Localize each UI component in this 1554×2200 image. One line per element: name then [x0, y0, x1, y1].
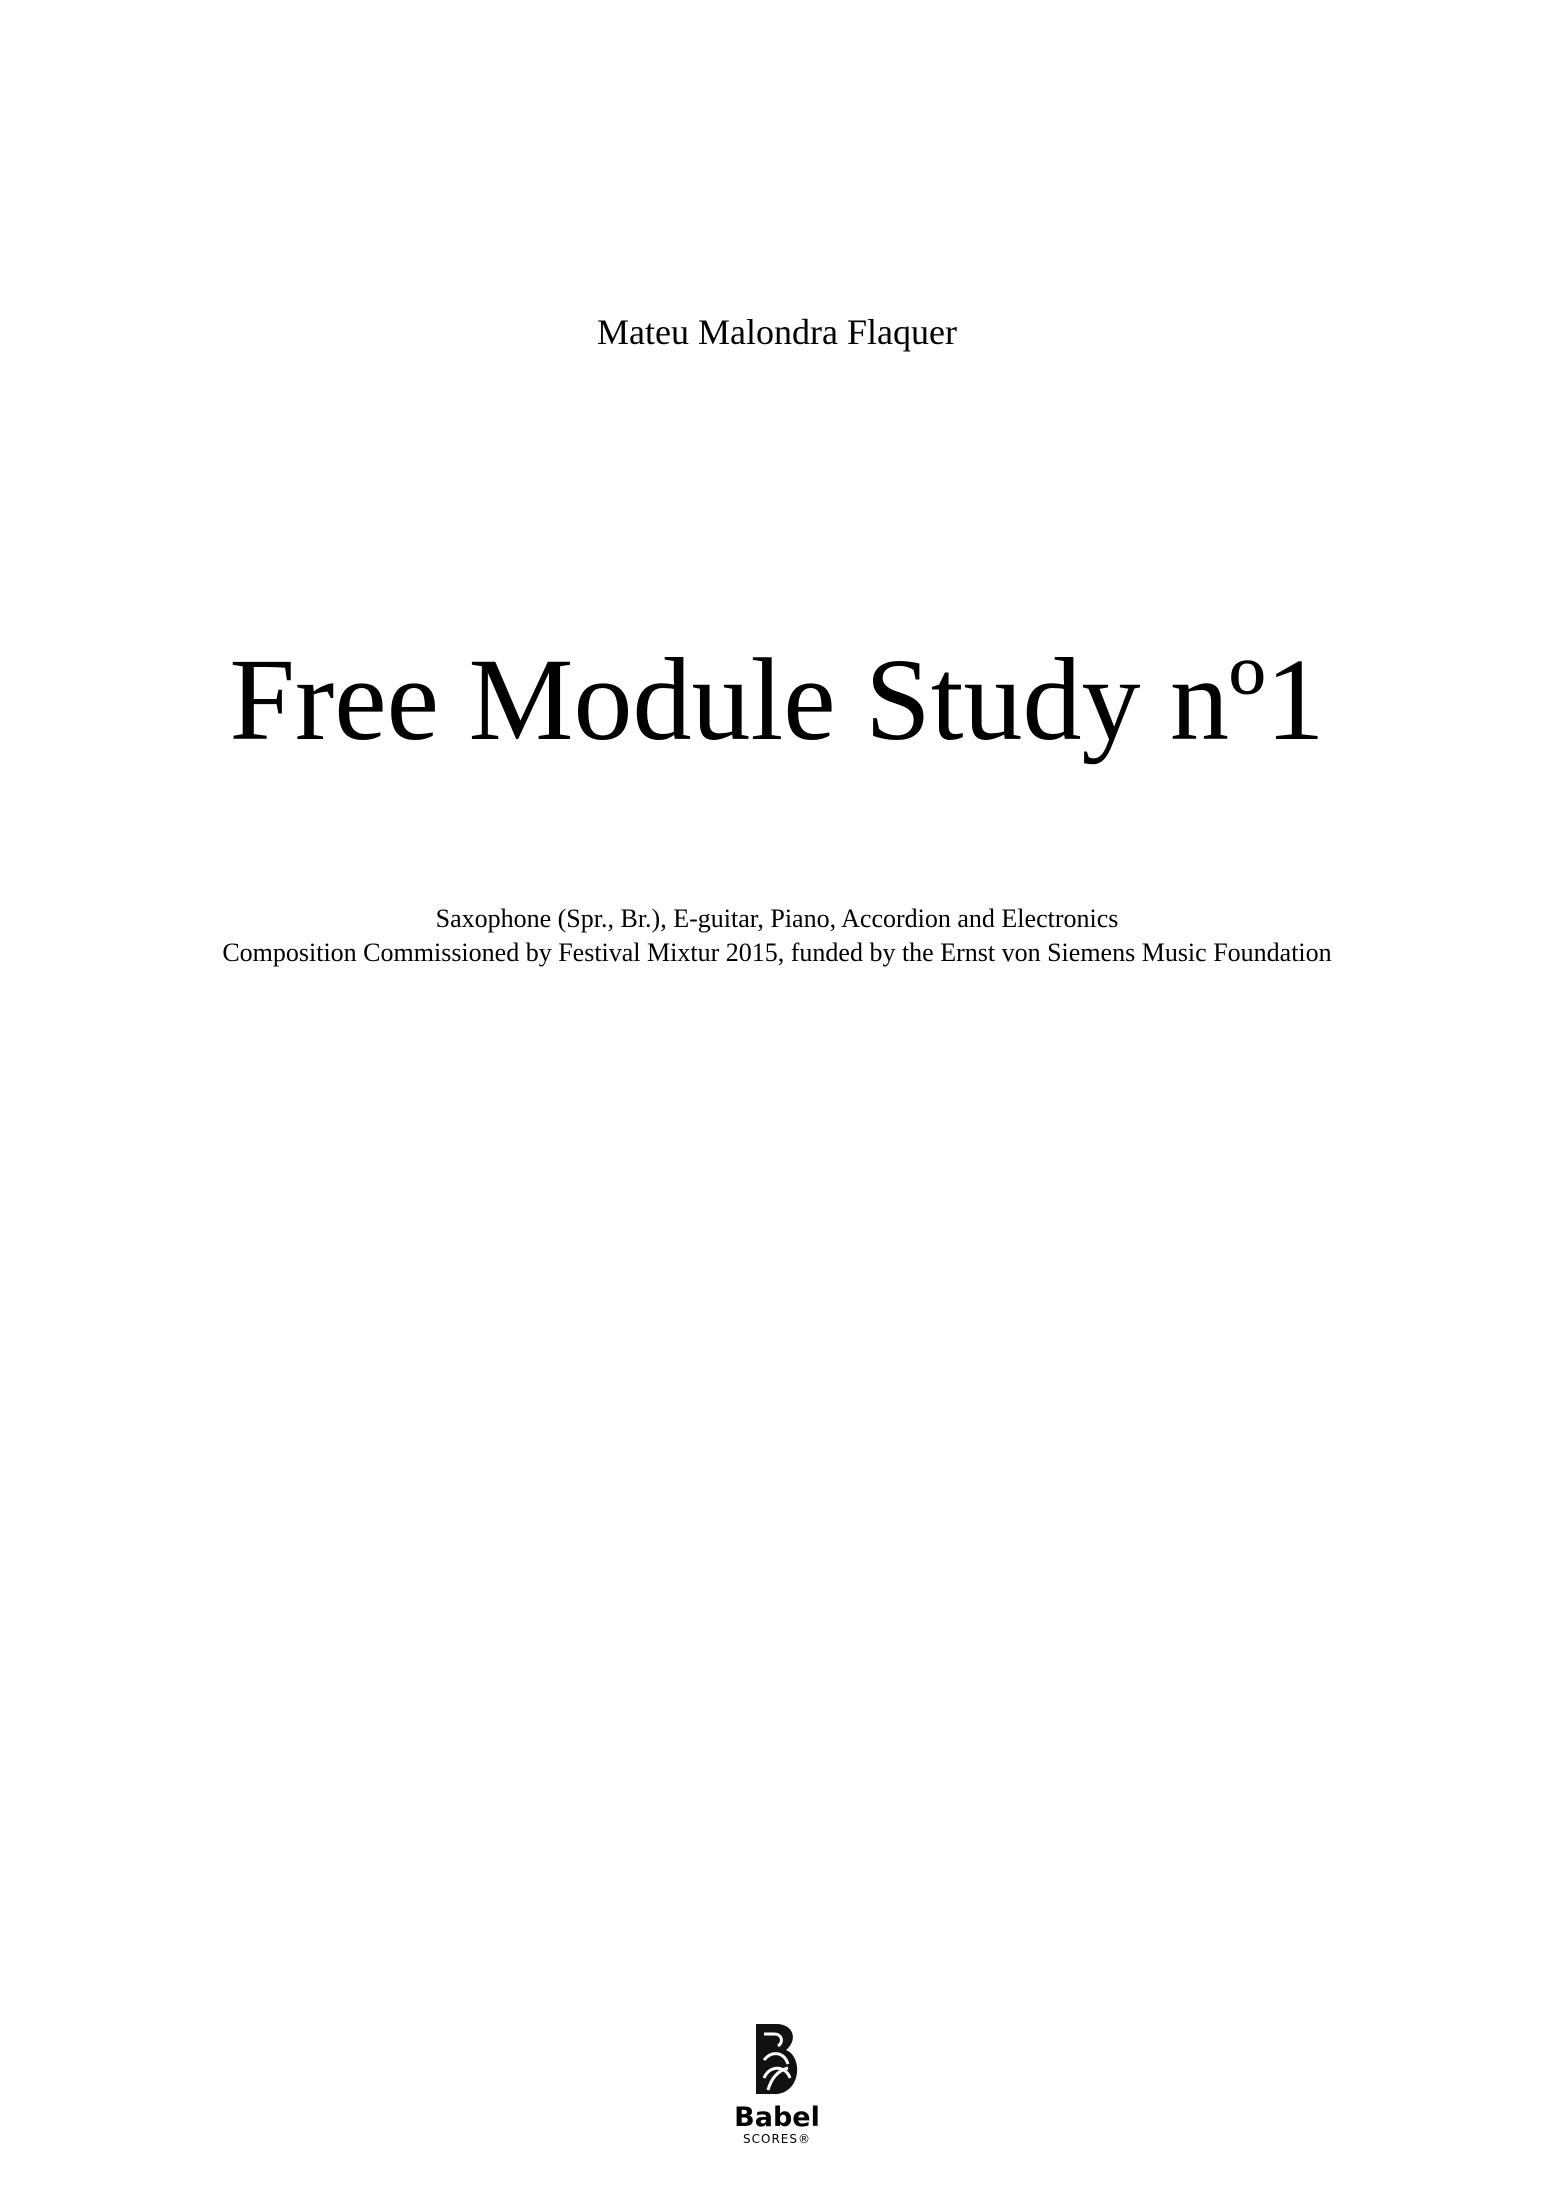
publisher-logo	[727, 2020, 827, 2146]
page-title: Free Module Study nº1	[229, 634, 1325, 765]
publisher-subname: SCORES®	[743, 2132, 811, 2146]
commission-line: Composition Commissioned by Festival Mixtur 2015, funded by the Ernst von Siemens Music Foundation	[222, 938, 1332, 967]
subtitle-block	[0, 902, 1554, 970]
instrumentation-line: Saxophone (Spr., Br.), E-guitar, Piano, Accordion and Electronics	[435, 904, 1119, 933]
publisher-name: Babel	[734, 2102, 820, 2133]
composer-name: Mateu Malondra Flaquer	[597, 312, 957, 352]
babel-b-logo-icon	[750, 2020, 804, 2098]
